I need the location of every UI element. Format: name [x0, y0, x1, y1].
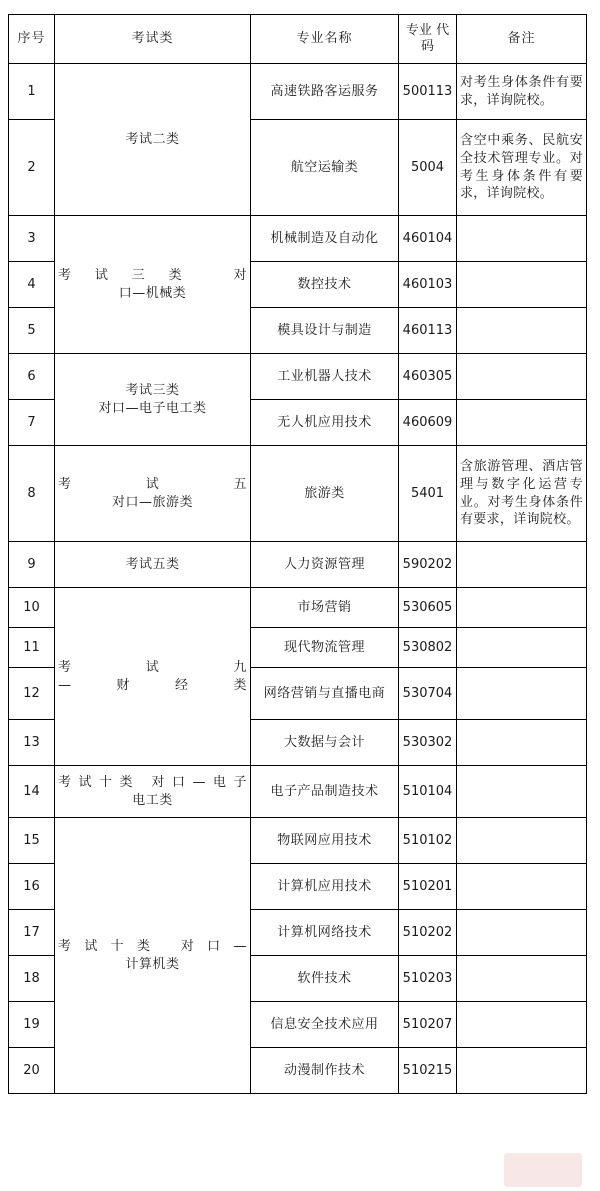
- exam-type-label: 考试五类: [125, 556, 180, 572]
- exam-type-label-line2: 对口—旅游类: [111, 494, 193, 510]
- remark-cell: [457, 446, 587, 542]
- major-code: 460113: [399, 308, 457, 354]
- major-name: 高速铁路客运服务: [251, 64, 399, 120]
- row-number: 14: [9, 766, 55, 818]
- exam-type-cell: [55, 446, 251, 542]
- major-code: 590202: [399, 542, 457, 588]
- major-code: 510201: [399, 864, 457, 910]
- major-code: 510104: [399, 766, 457, 818]
- column-header-major-name: 专业名称: [251, 15, 399, 64]
- remark-cell: [457, 864, 587, 910]
- column-header-major-code-line1: 专业: [405, 22, 432, 38]
- major-name: 电子产品制造技术: [251, 766, 399, 818]
- row-number: 5: [9, 308, 55, 354]
- exam-type-cell: [55, 216, 251, 354]
- major-name: 数控技术: [251, 262, 399, 308]
- major-name: 无人机应用技术: [251, 400, 399, 446]
- table-row: [9, 818, 587, 864]
- table-row: [9, 588, 587, 628]
- row-number: 7: [9, 400, 55, 446]
- exam-type-cell: [55, 818, 251, 1094]
- exam-type-cell: [55, 766, 251, 818]
- row-number: 1: [9, 64, 55, 120]
- exam-type-cell: [55, 354, 251, 446]
- major-name: 市场营销: [251, 588, 399, 628]
- exam-type-label-line1: 考试十类 对口—电子: [58, 774, 247, 790]
- major-name: 软件技术: [251, 956, 399, 1002]
- remark-cell: [457, 1002, 587, 1048]
- major-code: 460609: [399, 400, 457, 446]
- exam-type-label: 考试二类: [125, 131, 180, 147]
- table-header-row: [9, 15, 587, 64]
- row-number: 13: [9, 720, 55, 766]
- row-number: 10: [9, 588, 55, 628]
- column-header-exam-type: 考试类: [55, 15, 251, 64]
- major-code: 510102: [399, 818, 457, 864]
- major-name: 工业机器人技术: [251, 354, 399, 400]
- exam-type-label-line1: 考试九: [58, 659, 247, 675]
- exam-type-cell: [55, 588, 251, 766]
- column-header-major-code-line2: 代码: [420, 22, 450, 54]
- table-row: [9, 446, 587, 542]
- remark-cell: [457, 354, 587, 400]
- major-name: 人力资源管理: [251, 542, 399, 588]
- remark-cell: [457, 628, 587, 668]
- major-code: 510207: [399, 1002, 457, 1048]
- table-row: [9, 64, 587, 120]
- major-code: 5004: [399, 120, 457, 216]
- major-name: 机械制造及自动化: [251, 216, 399, 262]
- major-name: 计算机应用技术: [251, 864, 399, 910]
- remark-cell: [457, 64, 587, 120]
- remark-cell: [457, 542, 587, 588]
- major-code: 510203: [399, 956, 457, 1002]
- remark-cell: [457, 120, 587, 216]
- row-number: 8: [9, 446, 55, 542]
- row-number: 15: [9, 818, 55, 864]
- major-code: 530704: [399, 668, 457, 720]
- exam-type-label-line1: 考试十类 对口—: [58, 938, 247, 954]
- major-name: 物联网应用技术: [251, 818, 399, 864]
- major-name: 动漫制作技术: [251, 1048, 399, 1094]
- table-body: [9, 64, 587, 1094]
- major-code: 500113: [399, 64, 457, 120]
- exam-type-label-line1: 考试三类: [125, 382, 180, 398]
- major-code: 530802: [399, 628, 457, 668]
- row-number: 2: [9, 120, 55, 216]
- remark-cell: [457, 588, 587, 628]
- remark-cell: [457, 910, 587, 956]
- major-code: 460305: [399, 354, 457, 400]
- remark-cell: [457, 216, 587, 262]
- major-name: 信息安全技术应用: [251, 1002, 399, 1048]
- remark-text: 含旅游管理、酒店管理与数字化运营专业。对考生身体条件有要求，详询院校。: [460, 459, 583, 528]
- major-code: 530605: [399, 588, 457, 628]
- remark-cell: [457, 818, 587, 864]
- remark-cell: [457, 766, 587, 818]
- major-name: 旅游类: [251, 446, 399, 542]
- row-number: 17: [9, 910, 55, 956]
- row-number: 6: [9, 354, 55, 400]
- row-number: 16: [9, 864, 55, 910]
- table-row: [9, 354, 587, 400]
- remark-cell: [457, 668, 587, 720]
- major-list-table: [8, 14, 587, 1094]
- exam-type-label-line2: 对口—电子电工类: [98, 400, 207, 416]
- exam-type-label-line2: 口—机械类: [118, 285, 187, 301]
- column-header-remark: 备注: [457, 15, 587, 64]
- table-header: [9, 15, 587, 64]
- document-page: [8, 14, 586, 1094]
- exam-type-cell: [55, 542, 251, 588]
- watermark: [504, 1153, 582, 1187]
- remark-cell: [457, 956, 587, 1002]
- remark-cell: [457, 1048, 587, 1094]
- major-name: 大数据与会计: [251, 720, 399, 766]
- major-name: 航空运输类: [251, 120, 399, 216]
- remark-text: 对考生身体条件有要求，详询院校。: [460, 74, 583, 108]
- major-code: 510215: [399, 1048, 457, 1094]
- row-number: 19: [9, 1002, 55, 1048]
- remark-cell: [457, 308, 587, 354]
- column-header-no: 序号: [9, 15, 55, 64]
- remark-text: 含空中乘务、民航安全技术管理专业。对考生身体条件有要求，详询院校。: [460, 133, 583, 202]
- exam-type-label-line2: 电工类: [132, 792, 173, 808]
- major-name: 模具设计与制造: [251, 308, 399, 354]
- row-number: 4: [9, 262, 55, 308]
- row-number: 18: [9, 956, 55, 1002]
- exam-type-cell: [55, 64, 251, 216]
- exam-type-label-line2: 计算机类: [125, 956, 180, 972]
- row-number: 12: [9, 668, 55, 720]
- remark-cell: [457, 400, 587, 446]
- exam-type-label-line1: 考试五: [58, 476, 247, 492]
- row-number: 20: [9, 1048, 55, 1094]
- major-name: 计算机网络技术: [251, 910, 399, 956]
- exam-type-label-line1: 考试三类 对: [58, 267, 247, 283]
- major-code: 460103: [399, 262, 457, 308]
- table-row: [9, 216, 587, 262]
- table-row: [9, 542, 587, 588]
- row-number: 9: [9, 542, 55, 588]
- remark-cell: [457, 262, 587, 308]
- major-name: 现代物流管理: [251, 628, 399, 668]
- row-number: 11: [9, 628, 55, 668]
- remark-cell: [457, 720, 587, 766]
- major-code: 5401: [399, 446, 457, 542]
- major-code: 530302: [399, 720, 457, 766]
- column-header-major-code: [399, 15, 457, 64]
- row-number: 3: [9, 216, 55, 262]
- table-row: [9, 766, 587, 818]
- major-code: 510202: [399, 910, 457, 956]
- major-code: 460104: [399, 216, 457, 262]
- exam-type-label-line2: —财经类: [58, 677, 247, 693]
- major-name: 网络营销与直播电商: [251, 668, 399, 720]
